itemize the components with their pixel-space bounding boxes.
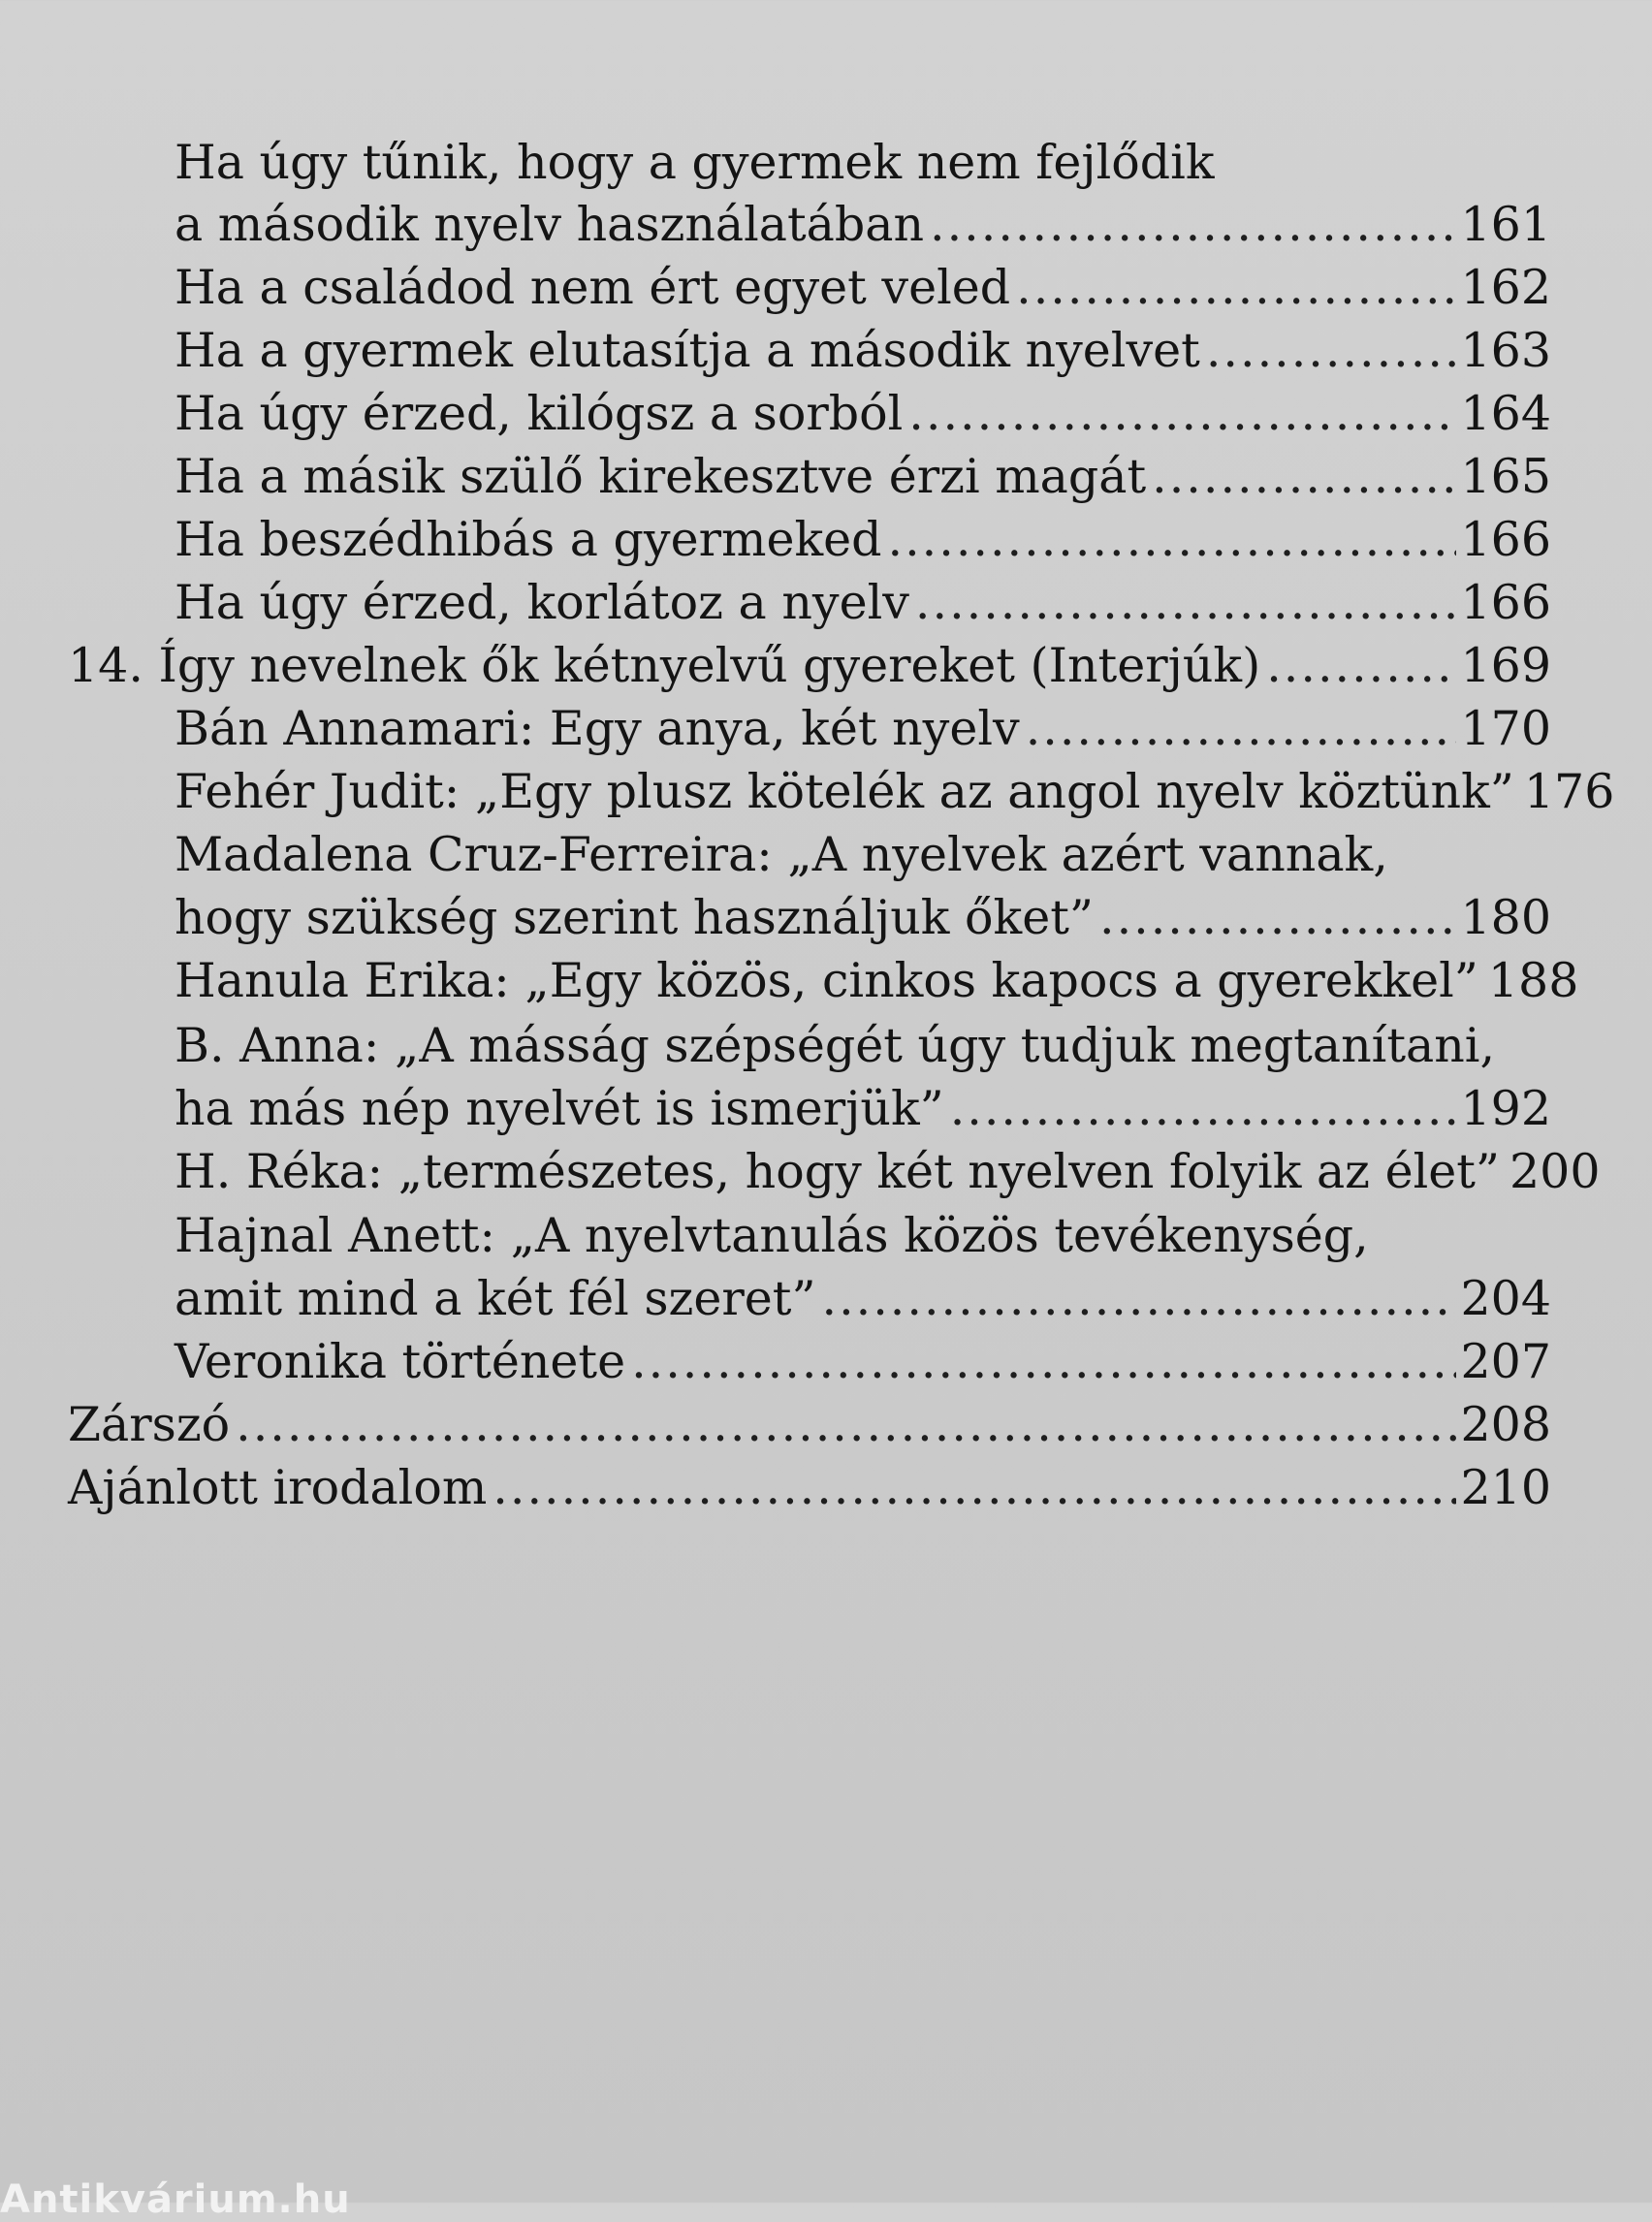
toc-entry-row: [175, 194, 1551, 256]
toc-entry-text-line1: B. Anna: „A másság szépségét úgy tudjuk megtanítani,: [175, 1018, 1496, 1073]
toc-entry-text: Ha a másik szülő kirekesztve érzi magát: [175, 449, 1147, 504]
toc-entry-text-line2: ha más nép nyelvét is ismerjük”: [175, 1081, 944, 1136]
toc-page-number: 164: [1460, 386, 1551, 441]
dot-leader: [1152, 446, 1456, 508]
toc-entry-row: [175, 383, 1551, 445]
toc-entry-text: Ha úgy érzed, kilógsz a sorból: [175, 386, 904, 441]
toc-entry-text-line2: hogy szükség szerint használjuk őket”: [175, 890, 1094, 945]
dot-leader: [822, 1268, 1457, 1330]
toc-page-number: 210: [1460, 1460, 1551, 1515]
dot-leader: [1266, 635, 1456, 697]
toc-entry-text: H. Réka: „természetes, hogy két nyelven folyik az élet”: [175, 1144, 1500, 1199]
dot-leader: [930, 194, 1456, 256]
toc-entry-row: [175, 572, 1551, 634]
dot-leader: [236, 1394, 1456, 1456]
dot-leader: [908, 383, 1456, 445]
toc-entry-text: Zárszó: [68, 1397, 231, 1452]
toc-entry-row: [175, 761, 1615, 823]
dot-leader: [888, 509, 1457, 571]
toc-entry-text: Ajánlott irodalom: [68, 1460, 488, 1515]
toc-entry-text-line2: a második nyelv használatában: [175, 197, 925, 252]
dot-leader: [631, 1331, 1456, 1393]
toc-page-number: 200: [1509, 1144, 1601, 1199]
toc-entry-text: 14. Így nevelnek ők kétnyelvű gyereket (Interjúk): [68, 638, 1261, 693]
toc-entry-row: [175, 1268, 1551, 1330]
toc-page-number: 208: [1460, 1397, 1551, 1452]
dot-leader: [1099, 887, 1456, 949]
toc-entry-row: [175, 1331, 1551, 1393]
toc-entry-text-line1: Ha úgy tűnik, hogy a gyermek nem fejlődik: [175, 135, 1215, 190]
dot-leader: [950, 1078, 1457, 1140]
toc-entry-text: Hanula Erika: „Egy közös, cinkos kapocs a gyerekkel”: [175, 953, 1478, 1008]
toc-page-number: 176: [1523, 764, 1615, 819]
toc-entry-row: [175, 887, 1551, 949]
toc-entry-row: [175, 320, 1551, 382]
toc-entry-row: [175, 509, 1551, 571]
toc-page-number: 166: [1460, 575, 1551, 630]
toc-entry-row: [175, 446, 1551, 508]
toc-entry-row: [175, 950, 1579, 1012]
toc-entry-row: [175, 698, 1551, 760]
toc-page-number: 169: [1460, 638, 1551, 693]
toc-entry-text: Veronika története: [175, 1334, 626, 1389]
toc-page-number: 204: [1460, 1271, 1551, 1326]
toc-entry-text-line2: amit mind a két fél szeret”: [175, 1271, 816, 1326]
toc-page-number: 170: [1460, 701, 1551, 756]
dot-leader: [492, 1457, 1456, 1519]
toc-page-number: 163: [1460, 323, 1551, 378]
toc-entry-text: Ha a családod nem ért egyet veled: [175, 260, 1011, 315]
toc-page-number: 180: [1460, 890, 1551, 945]
toc-page-number: 188: [1487, 953, 1579, 1008]
toc-entry-text: Ha beszédhibás a gyermeked: [175, 512, 882, 567]
toc-entry-text-line1: Hajnal Anett: „A nyelvtanulás közös tevékenység,: [175, 1208, 1369, 1263]
toc-page-number: 192: [1460, 1081, 1551, 1136]
toc-page-number: 165: [1460, 449, 1551, 504]
toc-page-number: 207: [1460, 1334, 1551, 1389]
toc-entry-text: Ha úgy érzed, korlátoz a nyelv: [175, 575, 909, 630]
dot-leader: [1016, 257, 1456, 319]
watermark: Antikvárium.hu: [0, 2177, 351, 2222]
toc-entry-row: [68, 635, 1551, 697]
toc-entry-text: Bán Annamari: Egy anya, két nyelv: [175, 701, 1020, 756]
toc-page-number: 161: [1460, 197, 1551, 252]
dot-leader: [1206, 320, 1457, 382]
toc-entry-text-line1: Madalena Cruz-Ferreira: „A nyelvek azért vannak,: [175, 827, 1388, 882]
toc-entry-text: Ha a gyermek elutasítja a második nyelvet: [175, 323, 1200, 378]
toc-page-number: 162: [1460, 260, 1551, 315]
toc-entry-row: [175, 257, 1551, 319]
toc-entry-row: [175, 1141, 1601, 1203]
dot-leader: [1026, 698, 1457, 760]
toc-page-number: 166: [1460, 512, 1551, 567]
toc-entry-row: [68, 1457, 1551, 1519]
toc-entry-row: [175, 1078, 1551, 1140]
toc-entry-text: Fehér Judit: „Egy plusz kötelék az angol nyelv köztünk”: [175, 764, 1514, 819]
toc-entry-row: [68, 1394, 1551, 1456]
dot-leader: [915, 572, 1457, 634]
